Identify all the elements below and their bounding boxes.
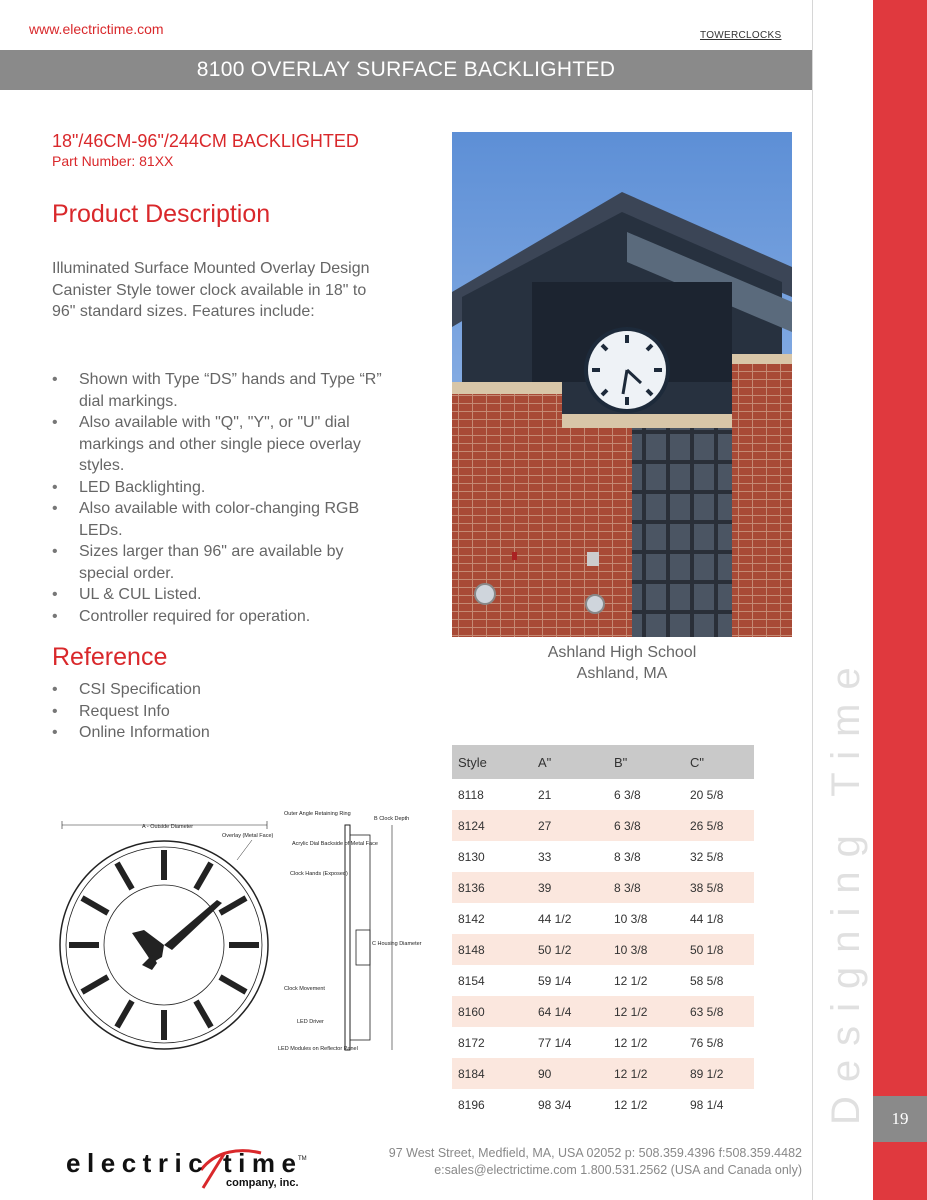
table-cell: 8196 <box>458 1097 485 1112</box>
site-url[interactable]: www.electrictime.com <box>29 21 164 37</box>
table-cell: 10 3/8 <box>608 934 684 965</box>
footer-email[interactable]: e:sales@electrictime.com 1.800.531.2562 (USA and Canada only) <box>434 1163 802 1177</box>
vertical-tagline: Designing Time <box>824 653 868 1125</box>
table-cell: 12 1/2 <box>614 1097 648 1112</box>
part-number: Part Number: 81XX <box>52 153 174 169</box>
label-acrylic: Acrylic Dial Backside of Metal Face <box>292 841 378 847</box>
side-divider <box>812 0 813 1200</box>
reference-link-request[interactable]: • Request Info <box>52 701 382 723</box>
table-header: A" <box>532 745 608 779</box>
label-outer-angle: Outer Angle Retaining Ring <box>284 811 351 817</box>
list-item: • Controller required for operation. <box>52 606 382 628</box>
title-banner <box>0 50 812 90</box>
table-header: C" <box>684 745 754 779</box>
clock-diagram <box>52 805 422 1075</box>
section-tag[interactable]: TOWERCLOCKS <box>700 30 782 41</box>
description-heading: Product Description <box>52 200 271 228</box>
reference-link-csi[interactable]: • CSI Specification <box>52 679 382 701</box>
page-number: 19 <box>873 1096 927 1142</box>
table-row <box>452 872 754 903</box>
product-subtitle: 18"/46CM-96"/244CM BACKLIGHTED <box>52 131 359 151</box>
table-row <box>452 996 754 1027</box>
table-cell: 76 5/8 <box>690 1035 724 1050</box>
table-cell: 90 <box>532 1058 608 1089</box>
side-red-bar <box>873 0 927 1200</box>
table-cell: 12 1/2 <box>614 973 648 988</box>
table-cell: 63 5/8 <box>684 996 754 1027</box>
label-clock-depth: B Clock Depth <box>374 816 410 822</box>
logo-subtext: company, inc. <box>226 1177 299 1189</box>
table-row <box>452 1027 754 1058</box>
caption-location: Ashland, MA <box>576 665 668 682</box>
table-cell: 12 1/2 <box>608 1058 684 1089</box>
table-cell: 8184 <box>452 1058 532 1089</box>
table-cell: 8154 <box>458 973 485 988</box>
description-text: Illuminated Surface Mounted Overlay Design Canister Style tower clock available in 18" to 96" standard sizes. Features include: <box>52 260 370 320</box>
table-cell: 38 5/8 <box>684 872 754 903</box>
table-cell: 8130 <box>458 849 485 864</box>
table-header: B" <box>608 745 684 779</box>
photo-caption <box>452 642 792 684</box>
building-photo <box>452 132 792 637</box>
table-cell: 98 1/4 <box>690 1097 724 1112</box>
table-cell: 77 1/4 <box>538 1035 572 1050</box>
table-cell: 59 1/4 <box>538 973 572 988</box>
table-cell: 8 3/8 <box>608 872 684 903</box>
table-cell: 58 5/8 <box>690 973 724 988</box>
table-cell: 12 1/2 <box>614 1035 648 1050</box>
table-cell: 8148 <box>452 934 532 965</box>
table-cell: 8 3/8 <box>614 849 641 864</box>
caption-school: Ashland High School <box>547 644 697 661</box>
page-title: 8100 OVERLAY SURFACE BACKLIGHTED <box>196 58 616 81</box>
table-cell: 98 3/4 <box>538 1097 572 1112</box>
table-cell: 64 1/4 <box>532 996 608 1027</box>
table-cell: 26 5/8 <box>684 810 754 841</box>
table-cell: 8124 <box>452 810 532 841</box>
table-row <box>452 903 754 934</box>
list-item: • LED Backlighting. <box>52 477 382 499</box>
table-cell: 39 <box>532 872 608 903</box>
list-item: • Sizes larger than 96" are available by special order. <box>52 541 382 584</box>
table-cell: 6 3/8 <box>608 810 684 841</box>
table-cell: 21 <box>538 787 552 802</box>
footer-address: 97 West Street, Medfield, MA, USA 02052 p: 508.359.4396 f:508.359.4482 <box>388 1146 802 1160</box>
logo-tm: TM <box>298 1156 307 1162</box>
table-cell: 89 1/2 <box>684 1058 754 1089</box>
table-row <box>452 779 754 810</box>
list-item: • UL & CUL Listed. <box>52 584 382 606</box>
reference-list <box>52 679 382 744</box>
table-cell: 44 1/2 <box>538 911 572 926</box>
list-item: • Shown with Type “DS” hands and Type “R” dial markings. <box>52 369 382 412</box>
tower-clock-photo <box>584 327 670 413</box>
footer-contact <box>330 1145 802 1179</box>
table-cell: 44 1/8 <box>690 911 724 926</box>
table-cell: 8118 <box>458 787 484 802</box>
list-item: • Also available with "Q", "Y", or "U" dial markings and other single piece overlay styles. <box>52 412 382 477</box>
table-cell: 50 1/2 <box>532 934 608 965</box>
label-movement: Clock Movement <box>284 986 325 992</box>
table-cell: 6 3/8 <box>614 787 641 802</box>
table-cell: 12 1/2 <box>608 996 684 1027</box>
table-header-row <box>452 745 754 779</box>
table-row <box>452 934 754 965</box>
table-cell: 20 5/8 <box>690 787 724 802</box>
reference-heading: Reference <box>52 643 168 671</box>
table-cell: 8136 <box>452 872 532 903</box>
table-row <box>452 965 754 996</box>
company-logo <box>66 1148 316 1193</box>
label-hands: Clock Hands (Exposed) <box>290 871 348 877</box>
table-cell: 32 5/8 <box>690 849 724 864</box>
table-cell: 10 3/8 <box>614 911 648 926</box>
table-header: Style <box>452 745 532 779</box>
feature-list <box>52 369 382 627</box>
table-cell: 33 <box>538 849 552 864</box>
table-cell: 27 <box>532 810 608 841</box>
label-housing-diameter: C Housing Diameter <box>372 941 422 947</box>
table-row <box>452 1058 754 1089</box>
label-driver: LED Driver <box>297 1019 324 1025</box>
table-cell: 8142 <box>458 911 485 926</box>
size-table <box>452 745 754 1120</box>
table-row <box>452 810 754 841</box>
label-outside-diameter: A - Outside Diameter <box>142 824 194 830</box>
label-modules: LED Modules on Reflector Panel <box>278 1046 358 1052</box>
logo-text: electric time <box>66 1148 296 1178</box>
reference-link-online[interactable]: • Online Information <box>52 722 382 744</box>
label-overlay: Overlay (Metal Face) <box>222 833 274 839</box>
list-item: • Also available with color-changing RGB LEDs. <box>52 498 382 541</box>
table-cell: 8160 <box>452 996 532 1027</box>
table-cell: 50 1/8 <box>684 934 754 965</box>
table-cell: 8172 <box>458 1035 485 1050</box>
table-row <box>452 1089 754 1120</box>
table-row <box>452 841 754 872</box>
